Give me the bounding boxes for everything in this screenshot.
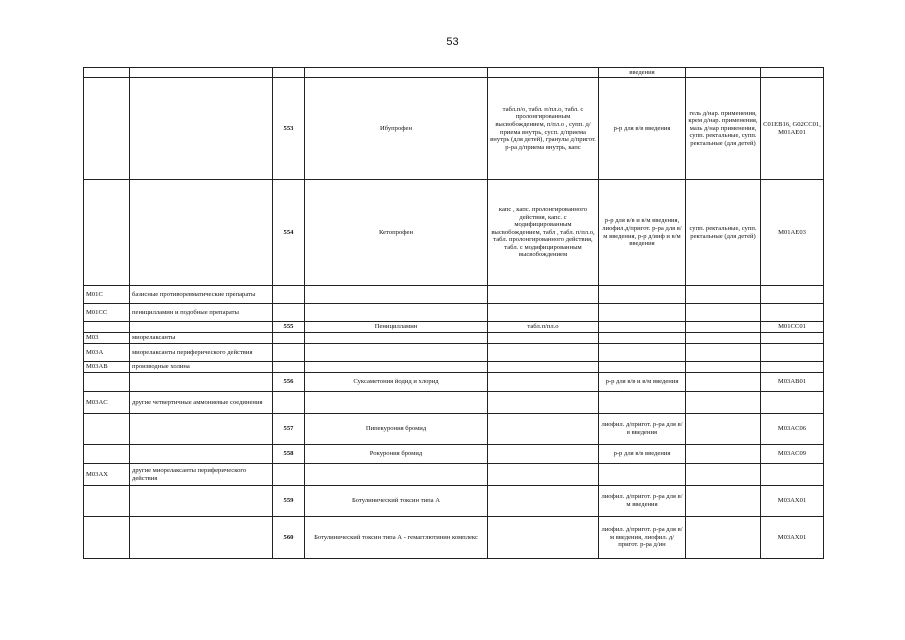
- table-row: [84, 464, 824, 486]
- description-cell: миорелаксанты: [130, 333, 273, 344]
- description-cell: миорелаксанты периферического действия: [130, 344, 273, 362]
- table-row: [84, 286, 824, 304]
- description-cell: [130, 322, 273, 333]
- table-row: [84, 304, 824, 322]
- oral-forms-cell: табл.п/о, табл. п/пл.о, табл. с пролонгированным высвобождением, п/пл.о , супп. д/приема внутрь, сусп. д/приема внутрь (для детей), гранулы д/пригот. р-ра д/приема внутрь, капс: [488, 78, 599, 180]
- injection-forms-cell: [599, 322, 686, 333]
- atc-code-cell: C01EB16, G02CC01, M01AE01: [761, 78, 824, 180]
- table-row: [84, 333, 824, 344]
- injection-forms-cell: лиофил. д/пригот. р-ра для в/м введения, лиофил. д/пригот. р-ра д/ин: [599, 517, 686, 559]
- code-cell: [84, 180, 130, 286]
- atc-code-cell: M01CC01: [761, 322, 824, 333]
- injection-forms-cell: р-р для в/в введения: [599, 78, 686, 180]
- topical-forms-cell: [686, 304, 761, 322]
- description-cell: [130, 180, 273, 286]
- number-cell: 553: [273, 78, 305, 180]
- code-cell: M01C: [84, 286, 130, 304]
- topical-forms-cell: [686, 517, 761, 559]
- page-number: 53: [446, 36, 459, 48]
- oral-forms-cell: [488, 344, 599, 362]
- table-row: [84, 414, 824, 445]
- oral-forms-cell: [488, 517, 599, 559]
- drug-name-cell: [305, 68, 488, 78]
- atc-code-cell: M03AC06: [761, 414, 824, 445]
- code-cell: [84, 486, 130, 517]
- topical-forms-cell: [686, 344, 761, 362]
- description-cell: [130, 445, 273, 464]
- injection-forms-cell: [599, 344, 686, 362]
- drug-name-cell: Ботулинический токсин типа А - гемагглютинин комплекс: [305, 517, 488, 559]
- atc-code-cell: M03AB01: [761, 373, 824, 392]
- code-cell: [84, 517, 130, 559]
- description-cell: другие миорелаксанты периферического действия: [130, 464, 273, 486]
- number-cell: [273, 362, 305, 373]
- topical-forms-cell: [686, 464, 761, 486]
- injection-forms-cell: р-р для в/в и в/м введения: [599, 373, 686, 392]
- code-cell: [84, 445, 130, 464]
- atc-code-cell: [761, 344, 824, 362]
- number-cell: [273, 304, 305, 322]
- oral-forms-cell: [488, 445, 599, 464]
- description-cell: [130, 373, 273, 392]
- table-row: [84, 344, 824, 362]
- injection-forms-cell: [599, 333, 686, 344]
- drug-name-cell: Ибупрофен: [305, 78, 488, 180]
- atc-code-cell: [761, 286, 824, 304]
- number-cell: 556: [273, 373, 305, 392]
- injection-forms-cell: [599, 392, 686, 414]
- number-cell: [273, 464, 305, 486]
- drug-name-cell: Пипекурония бромид: [305, 414, 488, 445]
- drug-name-cell: [305, 333, 488, 344]
- oral-forms-cell: [488, 333, 599, 344]
- number-cell: [273, 344, 305, 362]
- drug-name-cell: [305, 344, 488, 362]
- table-row: [84, 180, 824, 286]
- table-row: [84, 68, 824, 78]
- description-cell: базисные противоревматические препараты: [130, 286, 273, 304]
- oral-forms-cell: [488, 392, 599, 414]
- code-cell: M03AX: [84, 464, 130, 486]
- topical-forms-cell: [686, 322, 761, 333]
- drug-name-cell: [305, 464, 488, 486]
- number-cell: [273, 286, 305, 304]
- atc-code-cell: M03AX01: [761, 486, 824, 517]
- description-cell: другие четвертичные аммониевые соединения: [130, 392, 273, 414]
- number-cell: [273, 392, 305, 414]
- description-cell: производные холина: [130, 362, 273, 373]
- topical-forms-cell: [686, 392, 761, 414]
- atc-code-cell: [761, 464, 824, 486]
- description-cell: [130, 517, 273, 559]
- code-cell: M03AC: [84, 392, 130, 414]
- number-cell: [273, 333, 305, 344]
- atc-code-cell: [761, 304, 824, 322]
- oral-forms-cell: [488, 68, 599, 78]
- injection-forms-cell: [599, 286, 686, 304]
- number-cell: 560: [273, 517, 305, 559]
- topical-forms-cell: [686, 373, 761, 392]
- injection-forms-cell: [599, 362, 686, 373]
- atc-code-cell: [761, 68, 824, 78]
- number-cell: 557: [273, 414, 305, 445]
- table-row: [84, 392, 824, 414]
- number-cell: 558: [273, 445, 305, 464]
- injection-forms-cell: лиофил. д/пригот. р-ра для в/м введения: [599, 486, 686, 517]
- number-cell: [273, 68, 305, 78]
- drug-name-cell: Пеницилламин: [305, 322, 488, 333]
- table-row: [84, 486, 824, 517]
- description-cell: [130, 486, 273, 517]
- injection-forms-cell: [599, 464, 686, 486]
- description-cell: [130, 68, 273, 78]
- drug-name-cell: [305, 392, 488, 414]
- injection-forms-cell: р-р для в/в и в/м введения, лиофил.д/пригот. р-ра для в/м введения, р-р д/инф и в/м введения: [599, 180, 686, 286]
- code-cell: [84, 373, 130, 392]
- topical-forms-cell: гель д/нар. применения, крем д/нар. применения, мазь д/нар применения, супп. ректальные, супп. ректальные (для детей): [686, 78, 761, 180]
- drug-name-cell: Кетопрофен: [305, 180, 488, 286]
- oral-forms-cell: [488, 304, 599, 322]
- topical-forms-cell: [686, 445, 761, 464]
- number-cell: 554: [273, 180, 305, 286]
- injection-forms-cell: введения: [599, 68, 686, 78]
- injection-forms-cell: [599, 304, 686, 322]
- code-cell: [84, 322, 130, 333]
- number-cell: 559: [273, 486, 305, 517]
- code-cell: M01CC: [84, 304, 130, 322]
- atc-code-cell: M01AE03: [761, 180, 824, 286]
- table-row: [84, 373, 824, 392]
- injection-forms-cell: лиофил. д/пригот. р-ра для в/в введения: [599, 414, 686, 445]
- atc-code-cell: M03AC09: [761, 445, 824, 464]
- atc-code-cell: [761, 362, 824, 373]
- table-row: [84, 322, 824, 333]
- description-cell: пеницилламин и подобные препараты: [130, 304, 273, 322]
- code-cell: M03AB: [84, 362, 130, 373]
- drug-name-cell: Рокурония бромид: [305, 445, 488, 464]
- table-row: [84, 517, 824, 559]
- code-cell: [84, 414, 130, 445]
- drug-name-cell: Суксаметония йодид и хлорид: [305, 373, 488, 392]
- code-cell: M03A: [84, 344, 130, 362]
- oral-forms-cell: [488, 414, 599, 445]
- topical-forms-cell: [686, 68, 761, 78]
- code-cell: M03: [84, 333, 130, 344]
- drug-table: [83, 67, 824, 559]
- code-cell: [84, 68, 130, 78]
- topical-forms-cell: [686, 333, 761, 344]
- description-cell: [130, 78, 273, 180]
- topical-forms-cell: [686, 486, 761, 517]
- injection-forms-cell: р-р для в/в введения: [599, 445, 686, 464]
- oral-forms-cell: [488, 464, 599, 486]
- description-cell: [130, 414, 273, 445]
- drug-name-cell: [305, 286, 488, 304]
- table-row: [84, 445, 824, 464]
- oral-forms-cell: [488, 362, 599, 373]
- table-row: [84, 78, 824, 180]
- code-cell: [84, 78, 130, 180]
- oral-forms-cell: капс , капс. пролонгированного действия, капс. с модифицированным высвобождением, табл , табл. п/пл.о, табл. пролонгированного действия, табл. с модифицированным высвобождением: [488, 180, 599, 286]
- atc-code-cell: M03AX01: [761, 517, 824, 559]
- topical-forms-cell: [686, 286, 761, 304]
- atc-code-cell: [761, 333, 824, 344]
- drug-name-cell: [305, 362, 488, 373]
- number-cell: 555: [273, 322, 305, 333]
- atc-code-cell: [761, 392, 824, 414]
- table-row: [84, 362, 824, 373]
- topical-forms-cell: [686, 362, 761, 373]
- oral-forms-cell: [488, 286, 599, 304]
- oral-forms-cell: табл.п/пл.о: [488, 322, 599, 333]
- oral-forms-cell: [488, 486, 599, 517]
- topical-forms-cell: супп. ректальные, супп. ректальные (для детей): [686, 180, 761, 286]
- drug-name-cell: [305, 304, 488, 322]
- oral-forms-cell: [488, 373, 599, 392]
- topical-forms-cell: [686, 414, 761, 445]
- drug-name-cell: Ботулинический токсин типа А: [305, 486, 488, 517]
